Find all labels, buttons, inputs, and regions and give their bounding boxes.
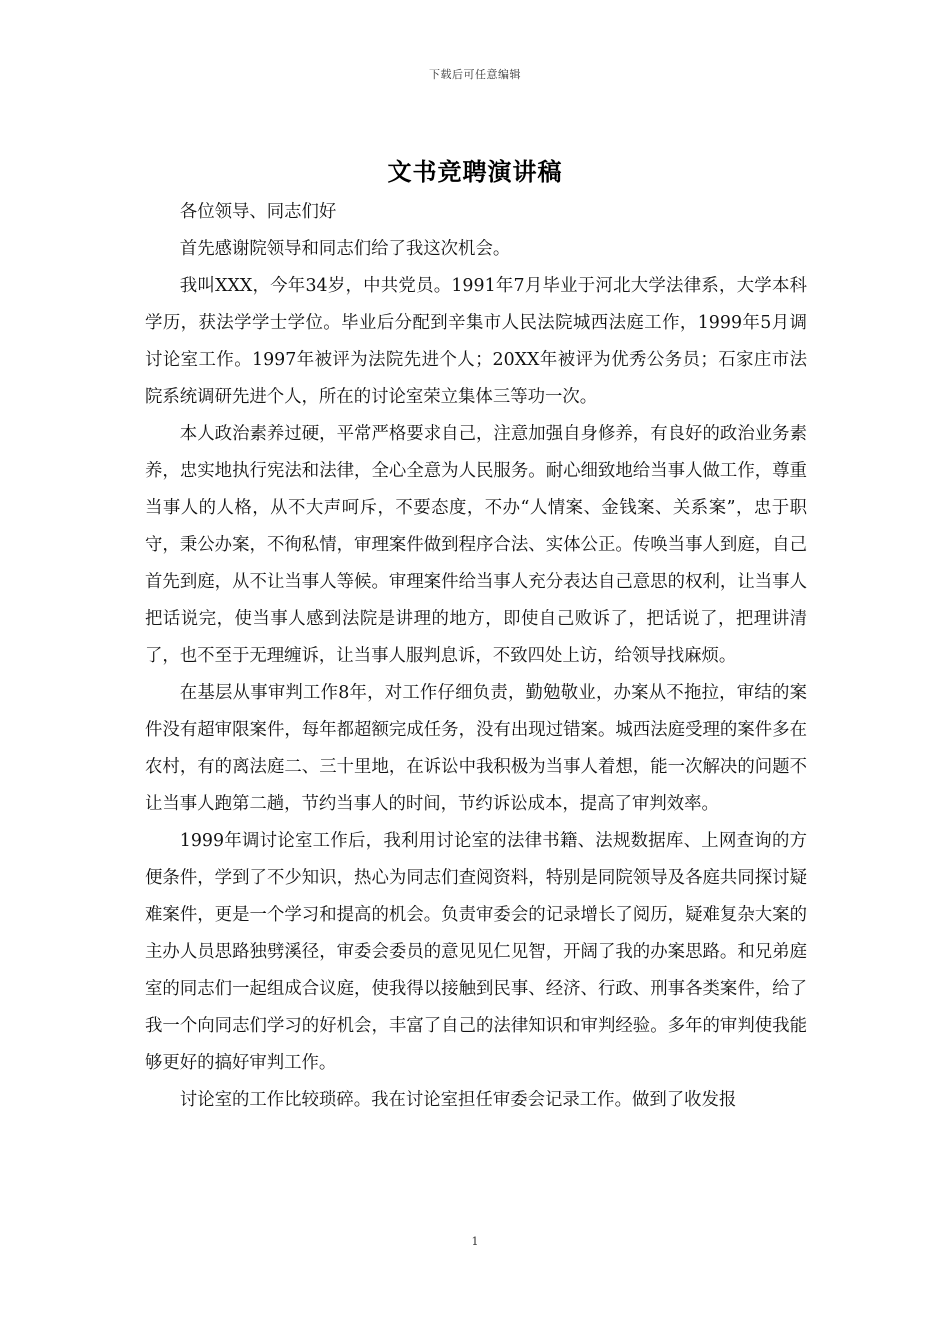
document-title: 文书竞聘演讲稿 xyxy=(387,157,563,186)
document-body xyxy=(145,194,807,1119)
paragraph-office-duties: 讨论室的工作比较琐碎。我在讨论室担任审委会记录工作。做到了收发报 xyxy=(179,1090,737,1110)
paragraph-research-office: 1999年调讨论室工作后，我利用讨论室的法律书籍、法规数据库、上网查询的方便条件，学到了不少知识，热心为同志们查阅资料，特别是同院领导及各庭共同探讨疑难案件，更是一个学习和提高的机会。负责审委会的记录增长了阅历，疑难复杂大案的主办人员思路独劈溪径，审委会委员的意见见仁见智，开阔了我的办案思路。和兄弟庭室的同志们一起组成合议庭，使我得以接触到民事、经济、行政、刑事各类案件，给了我一个向同志们学习的好机会，丰富了自己的法律知识和审判经验。多年的审判使我能够更好的搞好审判工作。 xyxy=(145,831,807,1073)
paragraph-thanks: 首先感谢院领导和同志们给了我这次机会。 xyxy=(179,239,511,259)
paragraph-political-quality: 本人政治素养过硬，平常严格要求自己，注意加强自身修养，有良好的政治业务素养，忠实地执行宪法和法律，全心全意为人民服务。耐心细致地给当事人做工作，尊重当事人的人格，从不大声呵斥，不要态度，不办“人情案、金钱案、关系案”，忠于职守，秉公办案，不徇私情，审理案件做到程序合法、实体公正。传唤当事人到庭，自己首先到庭，从不让当事人等候。审理案件给当事人充分表达自己意思的权利，让当事人把话说完，使当事人感到法院是讲理的地方，即使自己败诉了，把话说了，把理讲清了，也不至于无理缠诉，让当事人服判息诉，不致四处上访，给领导找麻烦。 xyxy=(145,424,807,666)
page-number: 1 xyxy=(471,1235,479,1248)
header-note: 下载后可任意编辑 xyxy=(429,68,521,81)
paragraph-self-introduction: 我叫XXX，今年34岁，中共党员。1991年7月毕业于河北大学法律系，大学本科学历，获法学学士学位。毕业后分配到辛集市人民法院城西法庭工作，1999年5月调讨论室工作。1997年被评为法院先进个人；20XX年被评为优秀公务员；石家庄市法院系统调研先进个人，所在的讨论室荣立集体三等功一次。 xyxy=(145,276,807,407)
paragraph-grassroots-work: 在基层从事审判工作8年，对工作仔细负责，勤勉敬业，办案从不拖拉，审结的案件没有超审限案件，每年都超额完成任务，没有出现过错案。城西法庭受理的案件多在农村，有的离法庭二、三十里地，在诉讼中我积极为当事人着想，能一次解决的问题不让当事人跑第二趟，节约当事人的时间，节约诉讼成本，提高了审判效率。 xyxy=(145,683,807,814)
paragraph-greeting: 各位领导、同志们好 xyxy=(179,202,337,222)
